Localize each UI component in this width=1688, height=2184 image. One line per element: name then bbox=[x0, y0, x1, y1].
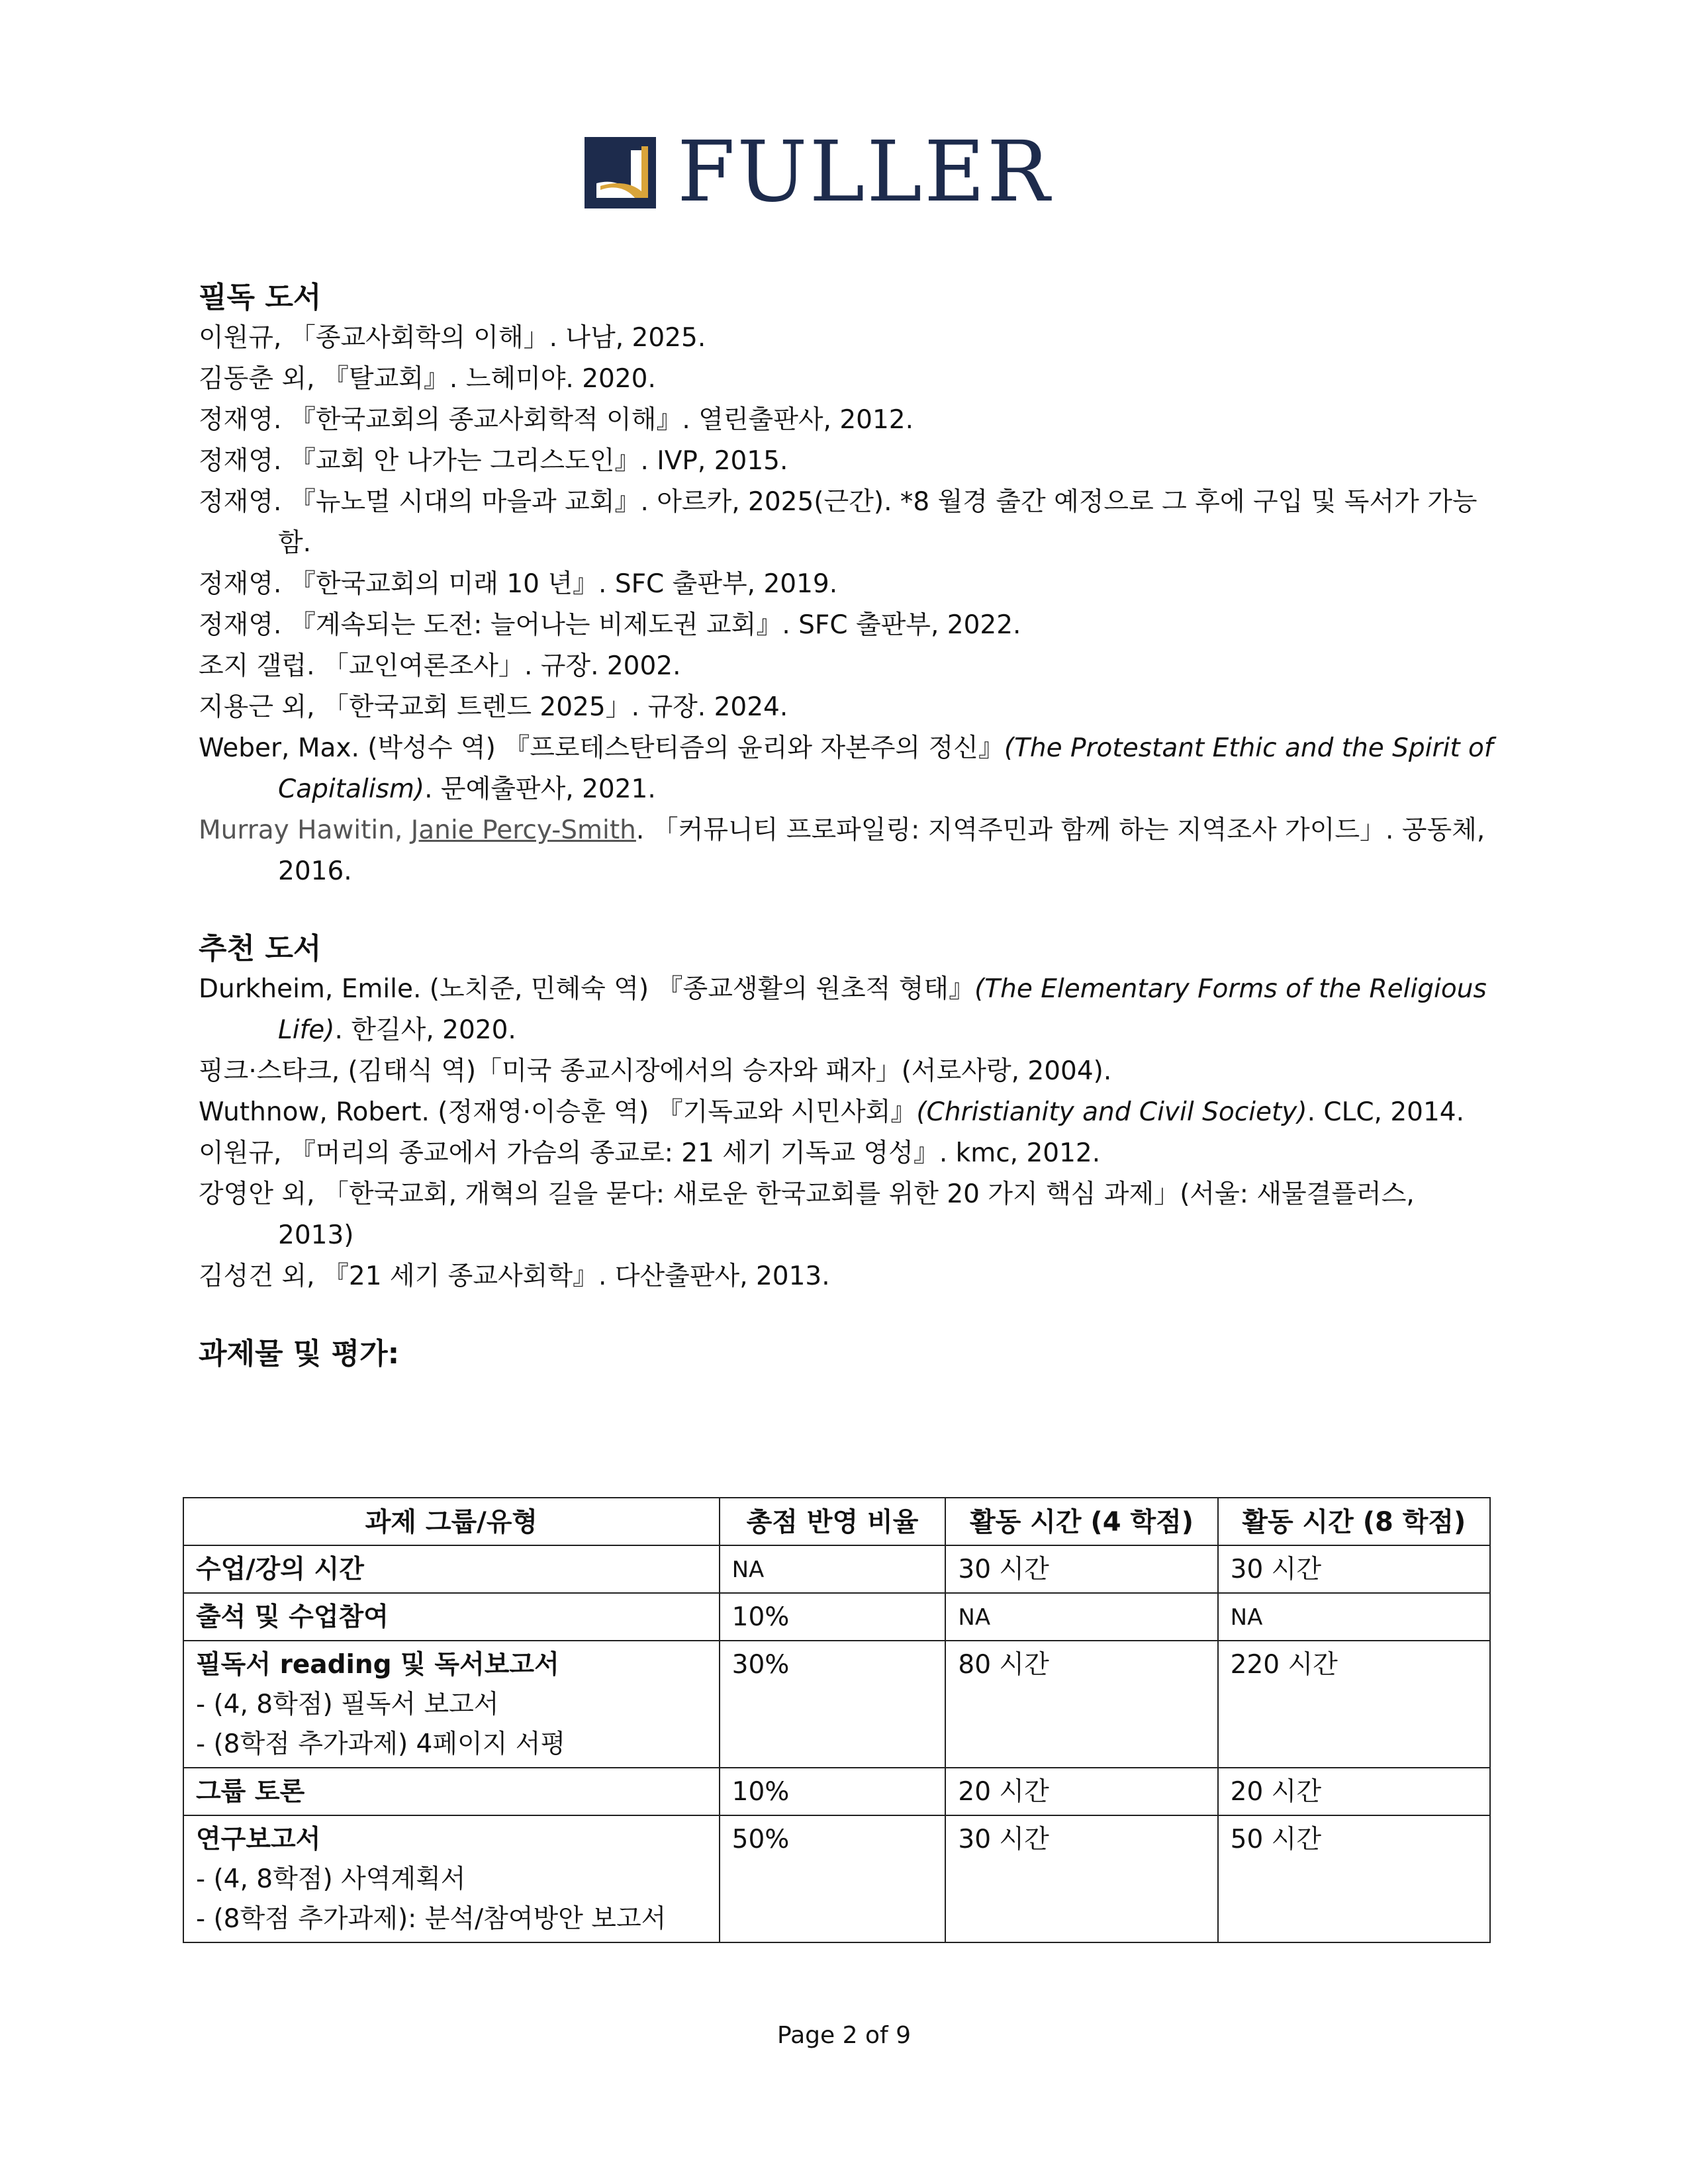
page-number: Page 2 of 9 bbox=[777, 2022, 911, 2049]
cell-h4: 80 시간 bbox=[945, 1641, 1217, 1768]
recommended-ref-item: 강영안 외, 「한국교회, 개혁의 길을 묻다: 새로운 한국교회를 위한 20 가지 핵심 과제」(서울: 새물결플러스, 2013) bbox=[199, 1179, 1415, 1250]
cell-h8: 20 시간 bbox=[1218, 1768, 1490, 1815]
column-header: 활동 시간 (4 학점) bbox=[945, 1498, 1217, 1545]
cell-pct: 10% bbox=[720, 1768, 946, 1815]
assignments-table bbox=[183, 1497, 1491, 1943]
assignment-type-cell bbox=[183, 1593, 720, 1641]
table-row bbox=[183, 1815, 1490, 1942]
table-row bbox=[183, 1768, 1490, 1815]
table-row bbox=[183, 1593, 1490, 1641]
required-reading-heading: 필독 도서 bbox=[199, 281, 322, 314]
assignment-title: 필독서 reading 및 독서보고서 bbox=[196, 1650, 559, 1680]
required-ref-item: 정재영. 『한국교회의 미래 10 년』. SFC 출판부, 2019. bbox=[199, 569, 838, 599]
assignment-title: 출석 및 수업참여 bbox=[196, 1602, 389, 1632]
assignment-title: 수업/강의 시간 bbox=[196, 1555, 364, 1584]
cell-h8: NA bbox=[1218, 1593, 1490, 1641]
required-ref-item: 김동춘 외, 『탈교회』. 느헤미야. 2020. bbox=[199, 364, 656, 394]
cell-h4: 30 시간 bbox=[945, 1545, 1217, 1593]
table-row bbox=[183, 1545, 1490, 1593]
fuller-wordmark: FULLER bbox=[677, 123, 1052, 220]
recommended-ref-wuthnow: Wuthnow, Robert. (정재영·이승훈 역) 『기독교와 시민사회』(Christianity and Civil Society). CLC, 2014. bbox=[199, 1097, 1464, 1127]
table-row bbox=[183, 1641, 1490, 1768]
required-ref-item: 정재영. 『계속되는 도전: 늘어나는 비제도권 교회』. SFC 출판부, 2022. bbox=[199, 610, 1021, 640]
table-header-row bbox=[183, 1498, 1490, 1545]
author-link[interactable]: Janie Percy-Smith bbox=[410, 815, 636, 845]
column-header: 총점 반영 비율 bbox=[720, 1498, 946, 1545]
cell-pct: 10% bbox=[720, 1593, 946, 1641]
recommended-ref-item: 이원규, 『머리의 종교에서 가슴의 종교로: 21 세기 기독교 영성』. kmc, 2012. bbox=[199, 1138, 1101, 1168]
cell-h4: 30 시간 bbox=[945, 1815, 1217, 1942]
assignment-subitem: - (4, 8학점) 필독서 보고서 bbox=[196, 1690, 499, 1719]
assignments-heading: 과제물 및 평가: bbox=[199, 1337, 400, 1371]
required-ref-item: 정재영. 『한국교회의 종교사회학적 이해』. 열린출판사, 2012. bbox=[199, 405, 914, 435]
cell-h8: 50 시간 bbox=[1218, 1815, 1490, 1942]
recommended-ref-item: 김성건 외, 『21 세기 종교사회학』. 다산출판사, 2013. bbox=[199, 1261, 830, 1291]
assignment-title: 그룹 토론 bbox=[196, 1777, 305, 1807]
required-reading-list bbox=[199, 318, 1496, 728]
required-ref-item: 정재영. 『교회 안 나가는 그리스도인』. IVP, 2015. bbox=[199, 446, 788, 476]
assignment-title: 연구보고서 bbox=[196, 1825, 321, 1854]
assignment-subitem: - (8학점 추가과제): 분석/참여방안 보고서 bbox=[196, 1904, 667, 1934]
fuller-logo bbox=[585, 123, 1107, 220]
required-ref-item: 조지 갤럽. 「교인여론조사」. 규장. 2002. bbox=[199, 651, 681, 681]
cell-h8: 30 시간 bbox=[1218, 1545, 1490, 1593]
assignment-subitem: - (4, 8학점) 사역계획서 bbox=[196, 1864, 466, 1894]
recommended-ref-durkheim: Durkheim, Emile. (노치준, 민혜숙 역) 『종교생활의 원초적 형태』(The Elementary Forms of the Religious Life). 한길사, 2020. bbox=[199, 974, 1487, 1045]
assignment-type-cell bbox=[183, 1815, 720, 1942]
recommended-reading-list bbox=[199, 1133, 1496, 1297]
required-ref-item: 이원규, 「종교사회학의 이해」. 나남, 2025. bbox=[199, 323, 706, 353]
page-content bbox=[199, 278, 1496, 1374]
cell-pct: NA bbox=[720, 1545, 946, 1593]
column-header: 과제 그룹/유형 bbox=[183, 1498, 720, 1545]
required-ref-murray: Murray Hawitin, Janie Percy-Smith. 「커뮤니티 프로파일링: 지역주민과 함께 하는 지역조사 가이드」. 공동체, 2016. bbox=[199, 815, 1485, 886]
assignment-type-cell bbox=[183, 1545, 720, 1593]
recommended-ref-finke: 핑크·스타크, (김태식 역)「미국 종교시장에서의 승자와 패자」(서로사랑, 2004). bbox=[199, 1056, 1112, 1086]
required-ref-weber: Weber, Max. (박성수 역) 『프로테스탄티즘의 윤리와 자본주의 정신』(The Protestant Ethic and the Spirit of Capitalism). 문예출판사, 2021. bbox=[199, 733, 1493, 804]
required-ref-item: 지용근 외, 「한국교회 트렌드 2025」. 규장. 2024. bbox=[199, 692, 788, 722]
cell-h8: 220 시간 bbox=[1218, 1641, 1490, 1768]
assignment-type-cell bbox=[183, 1768, 720, 1815]
column-header: 활동 시간 (8 학점) bbox=[1218, 1498, 1490, 1545]
assignment-type-cell bbox=[183, 1641, 720, 1768]
cell-h4: 20 시간 bbox=[945, 1768, 1217, 1815]
cell-pct: 50% bbox=[720, 1815, 946, 1942]
cell-h4: NA bbox=[945, 1593, 1217, 1641]
recommended-reading-heading: 추천 도서 bbox=[199, 932, 322, 966]
assignment-subitem: - (8학점 추가과제) 4페이지 서평 bbox=[196, 1729, 566, 1759]
required-ref-item: 정재영. 『뉴노멀 시대의 마을과 교회』. 아르카, 2025(근간). *8 월경 출간 예정으로 그 후에 구입 및 독서가 가능함. bbox=[199, 487, 1477, 558]
cell-pct: 30% bbox=[720, 1641, 946, 1768]
fuller-book-mark-icon bbox=[585, 137, 656, 208]
